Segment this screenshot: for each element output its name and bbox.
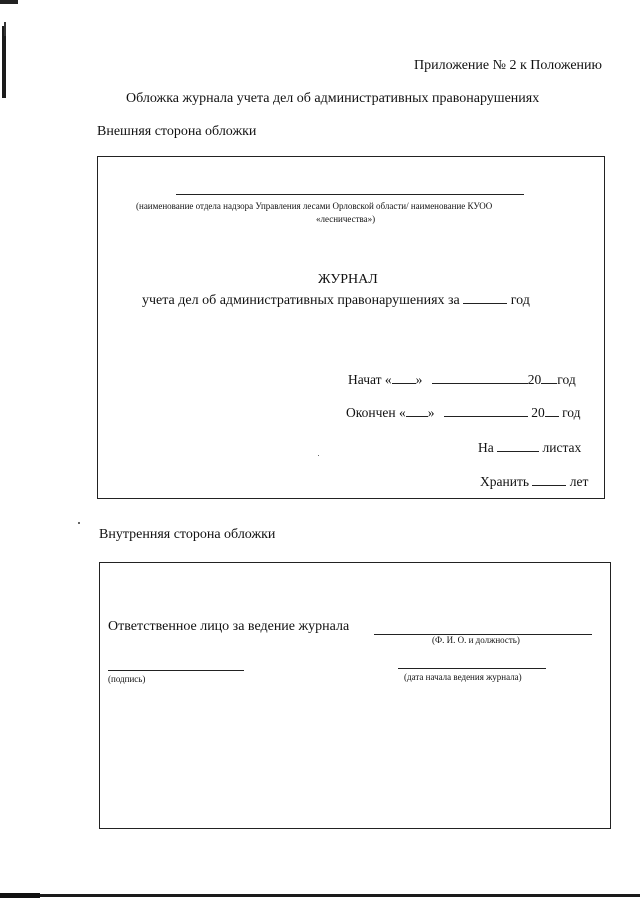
sheets-blank [497,438,539,452]
fio-caption: (Ф. И. О. и должность) [432,635,520,645]
date-caption: (дата начала ведения журнала) [404,672,522,682]
started-row [348,370,576,388]
finished-day-blank [406,403,428,417]
signature-caption: (подпись) [108,674,146,684]
started-day-blank [392,370,416,384]
scan-artifact-top [0,0,18,4]
scan-artifact-bottom-corner [0,893,40,898]
document-title: Обложка журнала учета дел об административных правонарушениях [126,91,540,106]
started-close-quote: » [415,372,423,387]
sheets-row [478,438,581,456]
sheets-suffix: листах [542,440,582,455]
started-year-word: год [557,372,576,387]
journal-heading: ЖУРНАЛ [318,272,378,287]
year-word: год [510,293,530,308]
responsible-label: Ответственное лицо за ведение журнала [108,619,350,634]
finished-row [346,403,581,421]
journal-desc-text: учета дел об административных правонарушениях за [142,293,460,308]
journal-description [142,290,530,309]
scan-artifact-left-tick [4,22,6,36]
finished-century: 20 [531,405,545,420]
keep-blank [532,472,566,486]
started-label: Начат « [348,372,392,387]
scan-artifact-dot [78,522,80,524]
outer-cover-box [97,156,605,499]
finished-close-quote: » [427,405,435,420]
finished-month-blank [444,403,528,417]
org-caption: (наименование отдела надзора Управления лесами Орловской области/ наименование КУОО [136,201,493,211]
finished-year-blank [545,403,559,417]
keep-suffix: лет [569,474,589,489]
appendix-label: Приложение № 2 к Положению [413,58,602,73]
scan-artifact-left-bar [2,26,6,98]
date-line [398,668,546,669]
signature-line [108,670,244,671]
scan-artifact-bottom-line [0,894,640,897]
started-century: 20 [527,372,542,387]
started-year-blank [541,370,557,384]
finished-label: Окончен « [346,405,406,420]
inner-cover-box [99,562,611,829]
started-month-blank [432,370,528,384]
year-blank [463,290,507,304]
org-name-line [176,194,524,195]
sheets-prefix: На [478,440,494,455]
inner-side-label: Внутренняя сторона обложки [99,527,276,542]
outer-side-label: Внешняя сторона обложки [97,124,257,139]
keep-row [480,472,588,490]
finished-year-word: год [562,405,581,420]
keep-prefix: Хранить [480,474,529,489]
org-caption-cont: «лесничества») [316,214,376,224]
